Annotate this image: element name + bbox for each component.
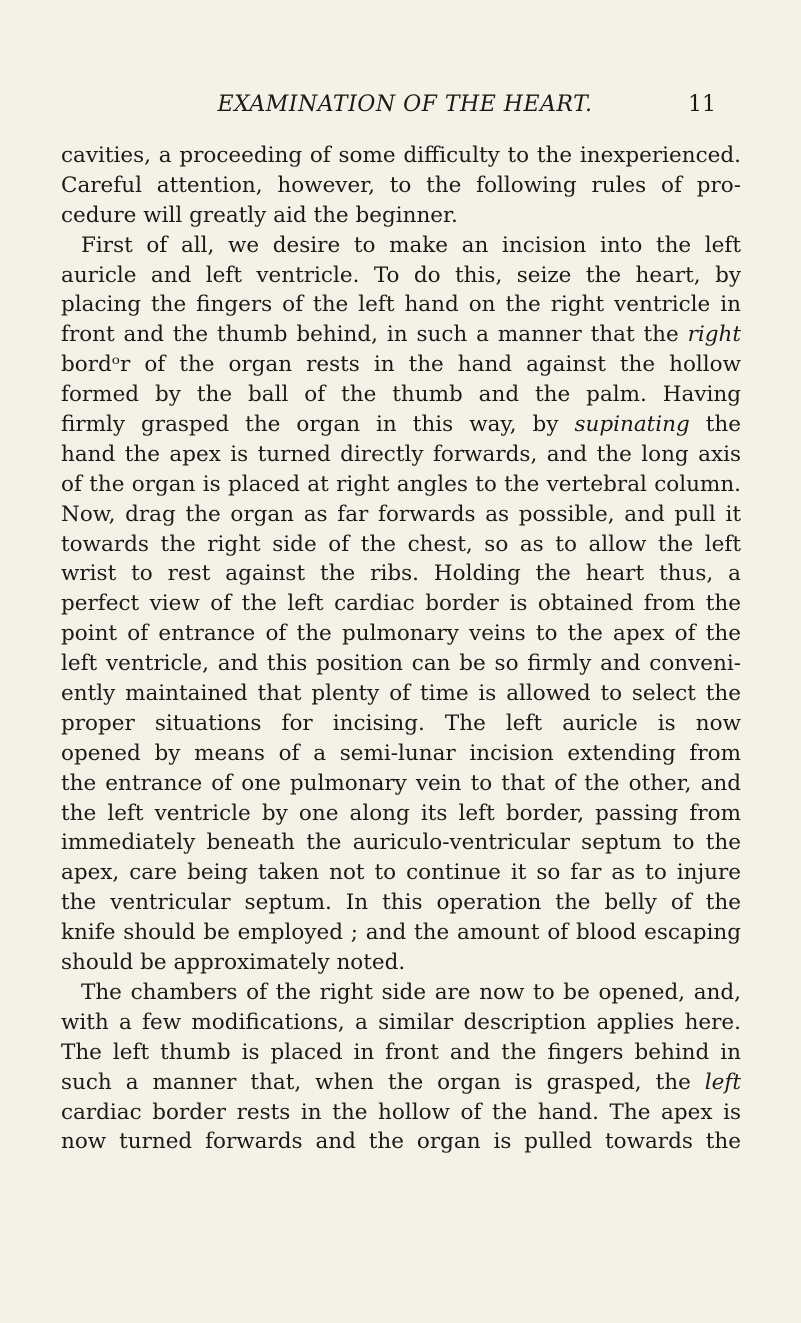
paragraph-first-line: The chambers of the right side are now to be opened, and, [81, 979, 741, 1005]
text-line: perfect view of the left cardiac border is obtained from the [61, 591, 741, 617]
text-line: The left thumb is placed in front and the fingers behind in [61, 1039, 741, 1065]
paragraph-first-line: First of all, we desire to make an incision into the left [81, 232, 741, 258]
text-segment: such a manner that, when the organ is grasped, the [61, 1069, 705, 1095]
text-line: towards the right side of the chest, so as to allow the left [61, 531, 741, 557]
text-line: knife should be employed ; and the amount of blood escaping [61, 920, 741, 946]
text-line: placing the fingers of the left hand on the right ventricle in [61, 292, 741, 318]
text-line: point of entrance of the pulmonary veins to the apex of the [61, 621, 741, 647]
text-segment: front and the thumb behind, in such a manner that the [61, 322, 688, 348]
text-line: immediately beneath the auriculo-ventricular septum to the [61, 830, 741, 856]
page-number: 11 [688, 92, 716, 117]
text-line: the entrance of one pulmonary vein to that of the other, and [61, 770, 741, 796]
text-line: bordᵒr of the organ rests in the hand against the hollow [61, 352, 741, 378]
text-line: wrist to rest against the ribs. Holding the heart thus, a [61, 561, 741, 587]
text-line [61, 410, 741, 440]
text-line: apex, care being taken not to continue it so far as to injure [61, 860, 741, 886]
text-line: cardiac border rests in the hollow of the hand. The apex is [61, 1099, 741, 1125]
text-line [61, 320, 741, 350]
text-line: with a few modifications, a similar description applies here. [61, 1009, 741, 1035]
running-title: EXAMINATION OF THE HEART. [217, 92, 593, 117]
text-line: now turned forwards and the organ is pulled towards the [61, 1129, 741, 1155]
text-line: Now, drag the organ as far forwards as possible, and pull it [61, 501, 741, 527]
text-line: the ventricular septum. In this operation the belly of the [61, 890, 741, 916]
text-line: of the organ is placed at right angles to the vertebral column. [61, 471, 741, 497]
text-segment: the [689, 412, 741, 438]
text-line: the left ventricle by one along its left border, passing from [61, 800, 741, 826]
body-text [61, 141, 741, 1157]
text-line: auricle and left ventricle. To do this, seize the heart, by [61, 262, 741, 288]
text-line: ently maintained that plenty of time is allowed to select the [61, 681, 741, 707]
text-line [61, 1068, 741, 1098]
text-segment: firmly grasped the organ in this way, by [61, 412, 575, 438]
text-line: proper situations for incising. The left auricle is now [61, 710, 741, 736]
text-line: Careful attention, however, to the following rules of pro- [61, 172, 741, 198]
text-line: cedure will greatly aid the beginner. [61, 202, 458, 228]
text-line: formed by the ball of the thumb and the palm. Having [61, 382, 741, 408]
italic-word: right [687, 322, 741, 348]
text-line: cavities, a proceeding of some difficulty to the inexperienced. [61, 143, 741, 168]
text-line: should be approximately noted. [61, 950, 406, 976]
text-line: left ventricle, and this position can be so firmly and conveni- [61, 651, 741, 677]
italic-word: left [704, 1069, 741, 1095]
text-line: opened by means of a semi-lunar incision extending from [61, 740, 741, 766]
italic-word: supinating [574, 412, 690, 438]
text-line: hand the apex is turned directly forwards, and the long axis [61, 441, 741, 467]
